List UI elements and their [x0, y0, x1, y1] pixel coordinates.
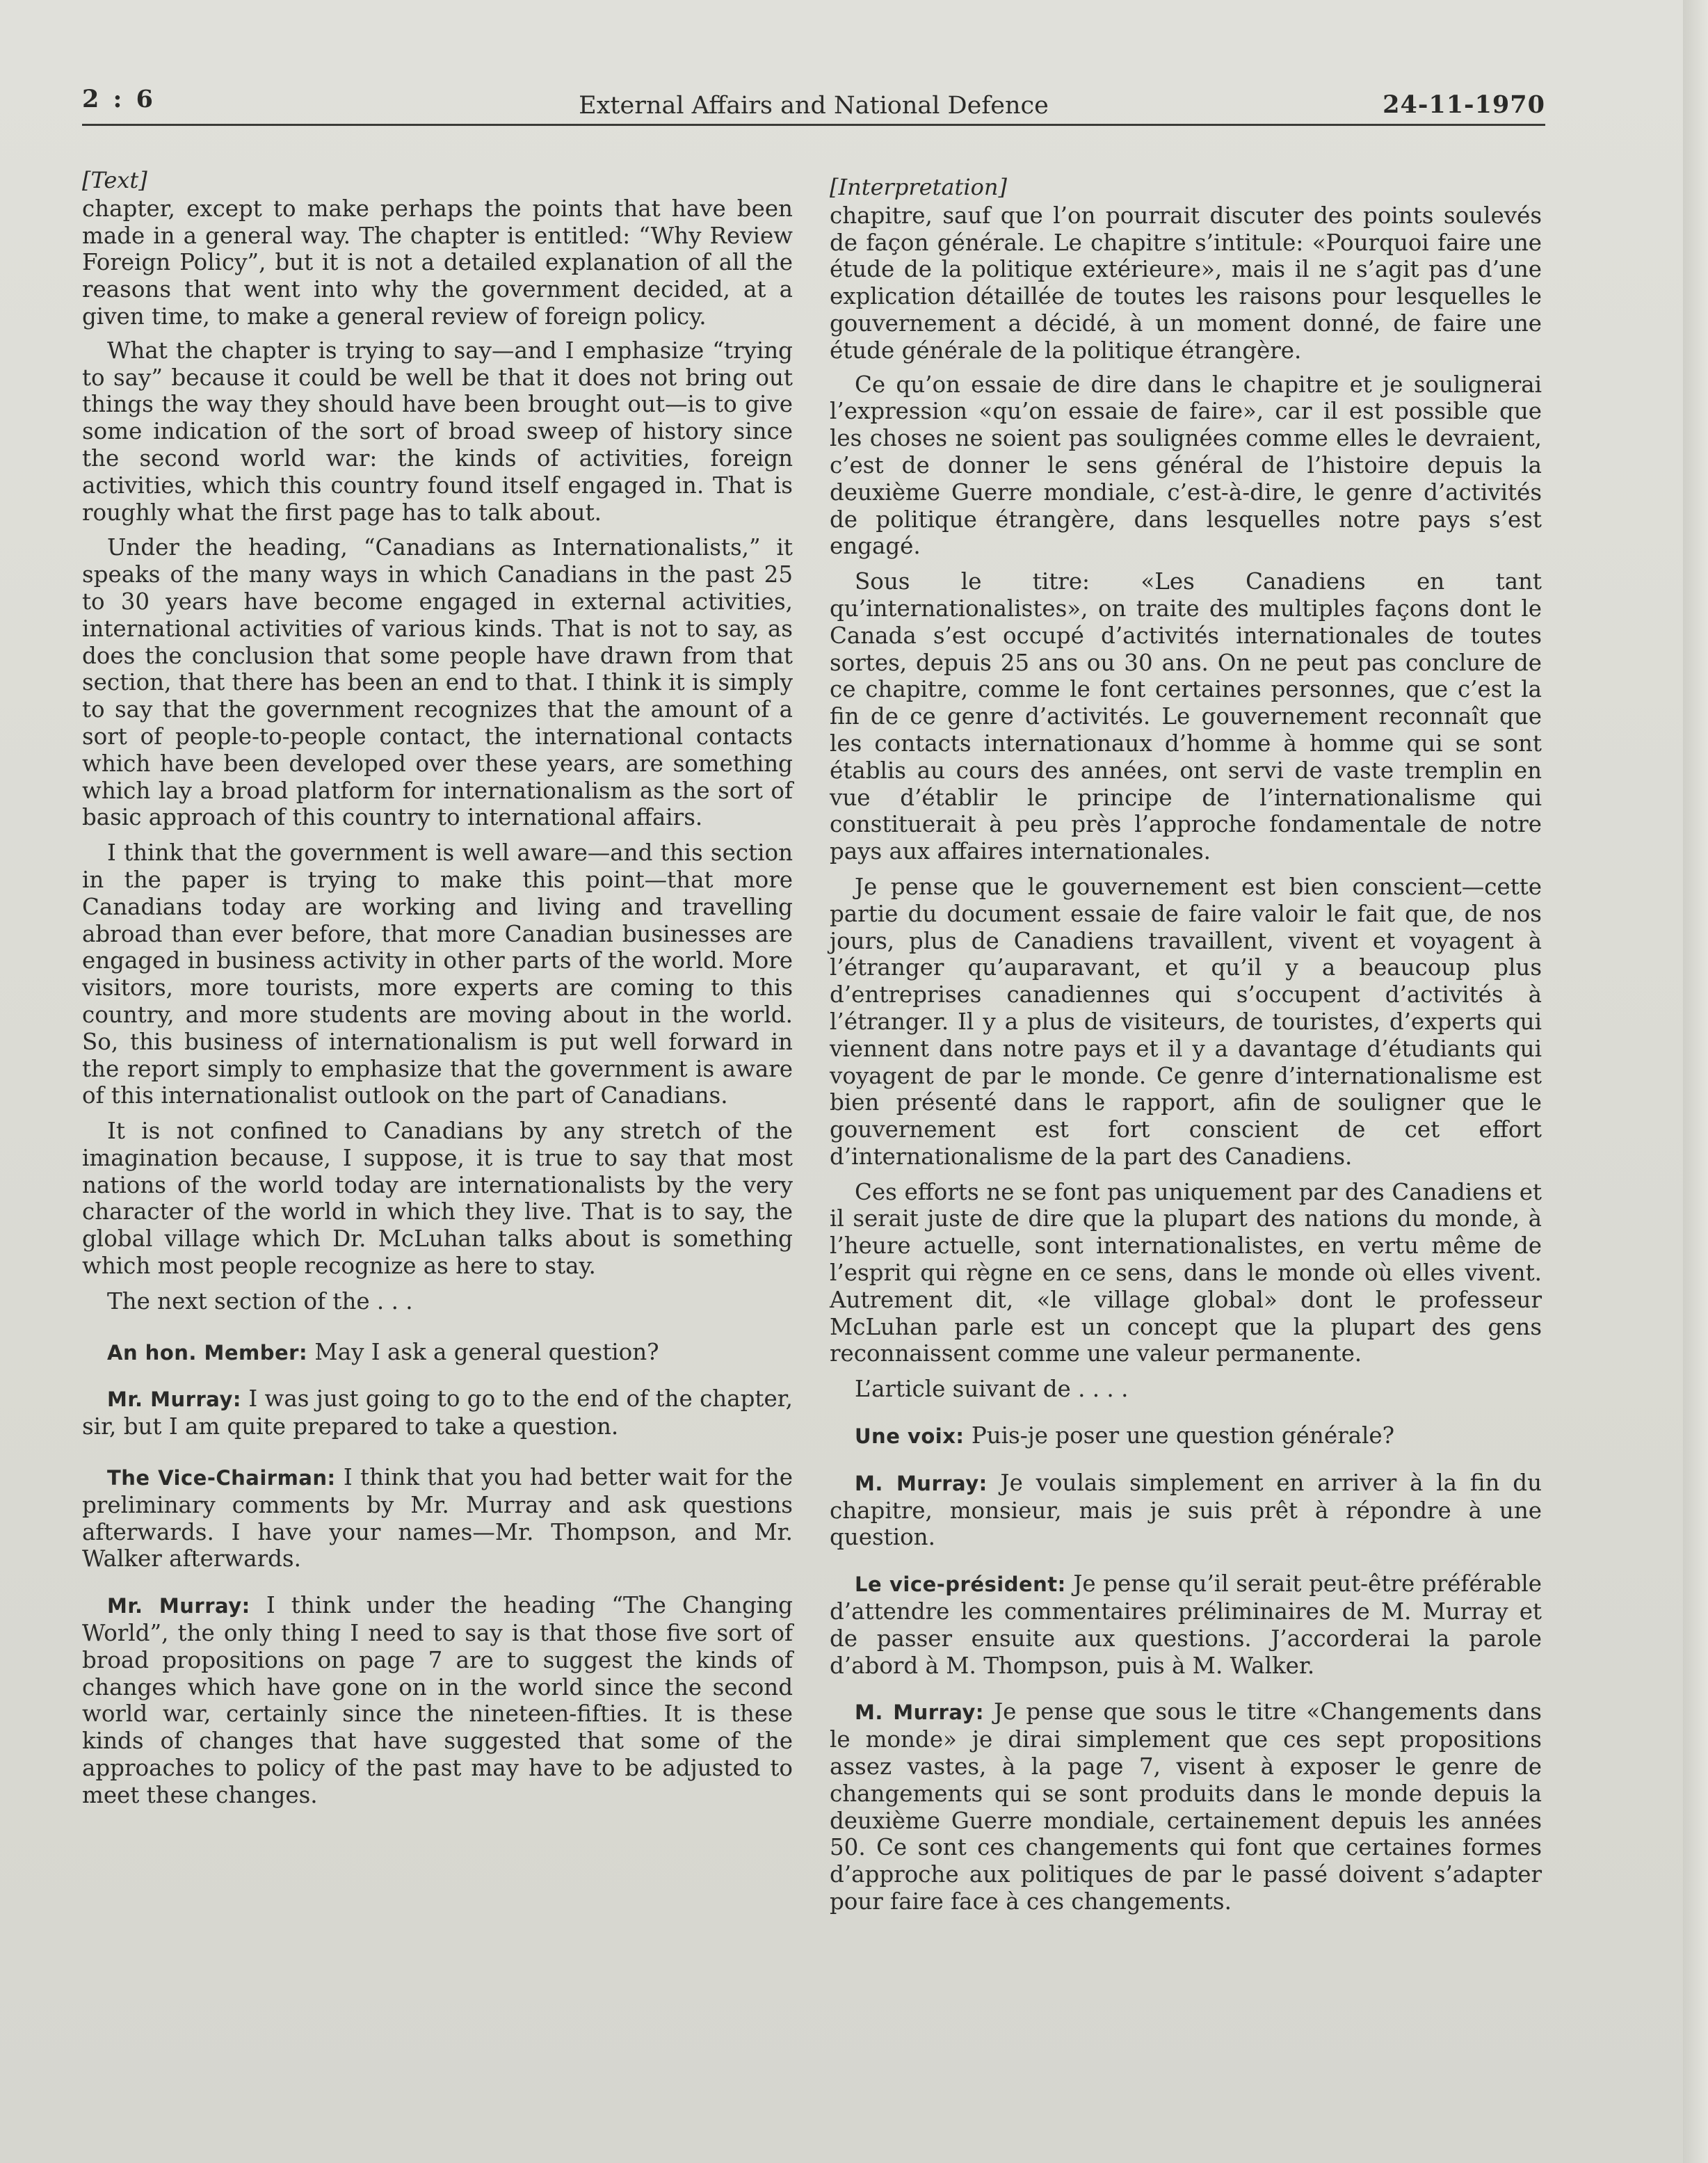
speaker-name: The Vice-Chairman: [107, 1466, 336, 1490]
paragraph: chapitre, sauf que l’on pourrait discuter des points soulevés de façon générale. Le chapitre s’intitule: «Pourquoi faire une étude de la politique extérieure», mais il ne s’agit pas d’une explication détaillée de toutes les raisons pour lesquelles le gouvernement a décidé, à un moment donné, de faire une étude générale de la politique étrangère. [830, 202, 1542, 364]
paragraph: It is not confined to Canadians by any stretch of the imagination because, I suppose, it is true to say that most nations of the world today are internationalists by the very character of the world in which they live. That is to say, the global village which Dr. McLuhan talks about is something which most people recognize as here to stay. [82, 1118, 793, 1280]
speech [830, 1570, 1542, 1679]
paragraph: L’article suivant de . . . . [855, 1376, 1129, 1403]
speech-text: Je voulais simplement en arriver à la fin du chapitre, monsieur, mais je suis prêt à répondre à une question. [830, 1469, 1542, 1551]
page-edge [1683, 0, 1708, 2163]
paragraph: Sous le titre: «Les Canadiens en tant qu’internationalistes», on traite des multiples façons dont le Canada s’est occupé d’activités internationales de toutes sortes, depuis 25 ans ou 30 ans. On ne peut pas conclure de ce chapitre, comme le font certaines personnes, que c’est la fin de ce genre d’activités. Le gouvernement reconnaît que les contacts internationaux d’homme à homme qui se sont établis au cours des années, ont servi de vaste tremplin en vue d’établir le principe de l’internationalisme qui constituerait à peu près l’approche fondamentale de notre pays aux affaires internationales. [830, 568, 1542, 865]
page-header [82, 82, 1545, 126]
speaker-name: M. Murray: [855, 1700, 984, 1725]
speech-text: Puis-je poser une question générale? [964, 1422, 1395, 1449]
speech [82, 1464, 793, 1573]
speaker-name: An hon. Member: [107, 1340, 308, 1365]
speech-text: I was just going to go to the end of the chapter, sir, but I am quite prepared to take a question. [82, 1385, 793, 1440]
paragraph: Ces efforts ne se font pas uniquement par des Canadiens et il serait juste de dire que la plupart des nations du monde, à l’heure actuelle, sont internationalistes, en vertu même de l’esprit qui règne en ce sens, dans le monde où elles vivent. Autrement dit, «le village global» dont le professeur McLuhan parle est un concept que la plupart des gens reconnaissent comme une valeur permanente. [830, 1178, 1542, 1367]
speaker-name: Mr. Murray: [107, 1594, 250, 1618]
speech-text: Je pense que sous le titre «Changements dans le monde» je dirai simplement que ces sept propositions assez vastes, à la page 7, visent à exposer le genre de changements qui se sont produits dans le monde depuis la deuxième Guerre mondiale, certainement depuis les années 50. Ce sont ces changements qui font que certaines formes d’approche aux politiques de par le passé doivent s’adapter pour faire face à ces changements. [830, 1698, 1542, 1915]
paragraph: Je pense que le gouvernement est bien conscient—cette partie du document essaie de faire valoir le fait que, de nos jours, plus de Canadiens travaillent, vivent et voyagent à l’étranger qu’auparavant, et qu’il y a beaucoup plus d’entreprises canadiennes qui s’occupent d’activités à l’étranger. Il y a plus de visiteurs, de touristes, d’experts qui viennent dans notre pays et il y a davantage d’étudiants qui voyagent de par le monde. Ce genre d’internationalisme est bien présenté dans le rapport, afin de souligner que le gouvernement est fort conscient de cet effort d’internationalisme de la part des Canadiens. [830, 873, 1542, 1170]
header-date: 24-11-1970 [1383, 90, 1545, 119]
paragraph: I think that the government is well aware—and this section in the paper is trying to make this point—that more Canadians today are working and living and travelling abroad than ever before, that more Canadian businesses are engaged in business activity in other parts of the world. More visitors, more tourists, more experts are coming to this country, and more students are moving about in the world. So, this business of internationalism is put well forward in the report simply to emphasize that the government is aware of this internationalist outlook on the part of Canadians. [82, 839, 793, 1109]
paragraph: Ce qu’on essaie de dire dans le chapitre et je soulignerai l’expression «qu’on essaie de faire», car il est possible que les choses ne soient pas soulignées comme elles le devraient, c’est de donner le sens général de l’histoire depuis la deuxième Guerre mondiale, c’est-à-dire, le genre d’activités de politique étrangère, dans lesquelles notre pays s’est engagé. [830, 371, 1542, 560]
page-number: 2 : 6 [82, 85, 156, 113]
speech-text: I think that you had better wait for the preliminary comments by Mr. Murray and ask questions afterwards. I have your names—Mr. Thompson, and Mr. Walker afterwards. [82, 1464, 793, 1573]
text-label: [Text] [82, 167, 147, 193]
paragraph: What the chapter is trying to say—and I emphasize “trying to say” because it could be well be that it does not bring out things the way they should have been brought out—is to give some indication of the sort of broad sweep of history since the second world war: the kinds of activities, foreign activities, which this country found itself engaged in. That is roughly what the first page has to talk about. [82, 337, 793, 526]
speaker-name: M. Murray: [855, 1471, 988, 1495]
paragraph: chapter, except to make perhaps the points that have been made in a general way. The chapter is entitled: “Why Review Foreign Policy”, but it is not a detailed explanation of all the reasons that went into why the government decided, at a given time, to make a general review of foreign policy. [82, 195, 793, 330]
speaker-name: Une voix: [855, 1424, 965, 1449]
speech-text: I think under the heading “The Changing World”, the only thing I need to say is that those five sort of broad propositions on page 7 are to suggest the kinds of changes which have gone on in the world since the second world war, certainly since the nineteen-fifties. It is these kinds of changes that have suggested that some of the approaches to policy of the past may have to be adjusted to meet these changes. [82, 1592, 793, 1808]
speaker-name: Mr. Murray: [107, 1388, 241, 1412]
speech-text: May I ask a general question? [307, 1338, 659, 1365]
english-column [82, 167, 793, 1819]
paragraph: The next section of the . . . [107, 1287, 413, 1314]
speech [830, 1470, 1542, 1551]
speech-text: Je pense qu’il serait peut-être préférable d’attendre les commentaires préliminaires de M. Murray et de passer ensuite aux questions. J’accorderai la parole d’abord à M. Thompson, puis à M. Walker. [830, 1570, 1542, 1679]
speech [830, 1422, 1542, 1450]
speech [82, 1339, 793, 1367]
french-column [830, 174, 1542, 1925]
interpretation-label: [Interpretation] [830, 174, 1007, 200]
speaker-name: Le vice-président: [855, 1573, 1066, 1597]
running-title: External Affairs and National Defence [579, 92, 1049, 120]
paragraph: Under the heading, “Canadians as Internationalists,” it speaks of the many ways in which Canadians in the past 25 to 30 years have become engaged in external activities, international activities of various kinds. That is not to say, as does the conclusion that some people have drawn from that section, that there has been an end to that. I think it is simply to say that the government recognizes that the amount of a sort of people-to-people contact, the international contacts which have been developed over these years, are something which lay a broad platform for internationalism as the sort of basic approach of this country to international affairs. [82, 534, 793, 831]
speech [830, 1698, 1542, 1915]
speech [82, 1385, 793, 1440]
speech [82, 1592, 793, 1808]
